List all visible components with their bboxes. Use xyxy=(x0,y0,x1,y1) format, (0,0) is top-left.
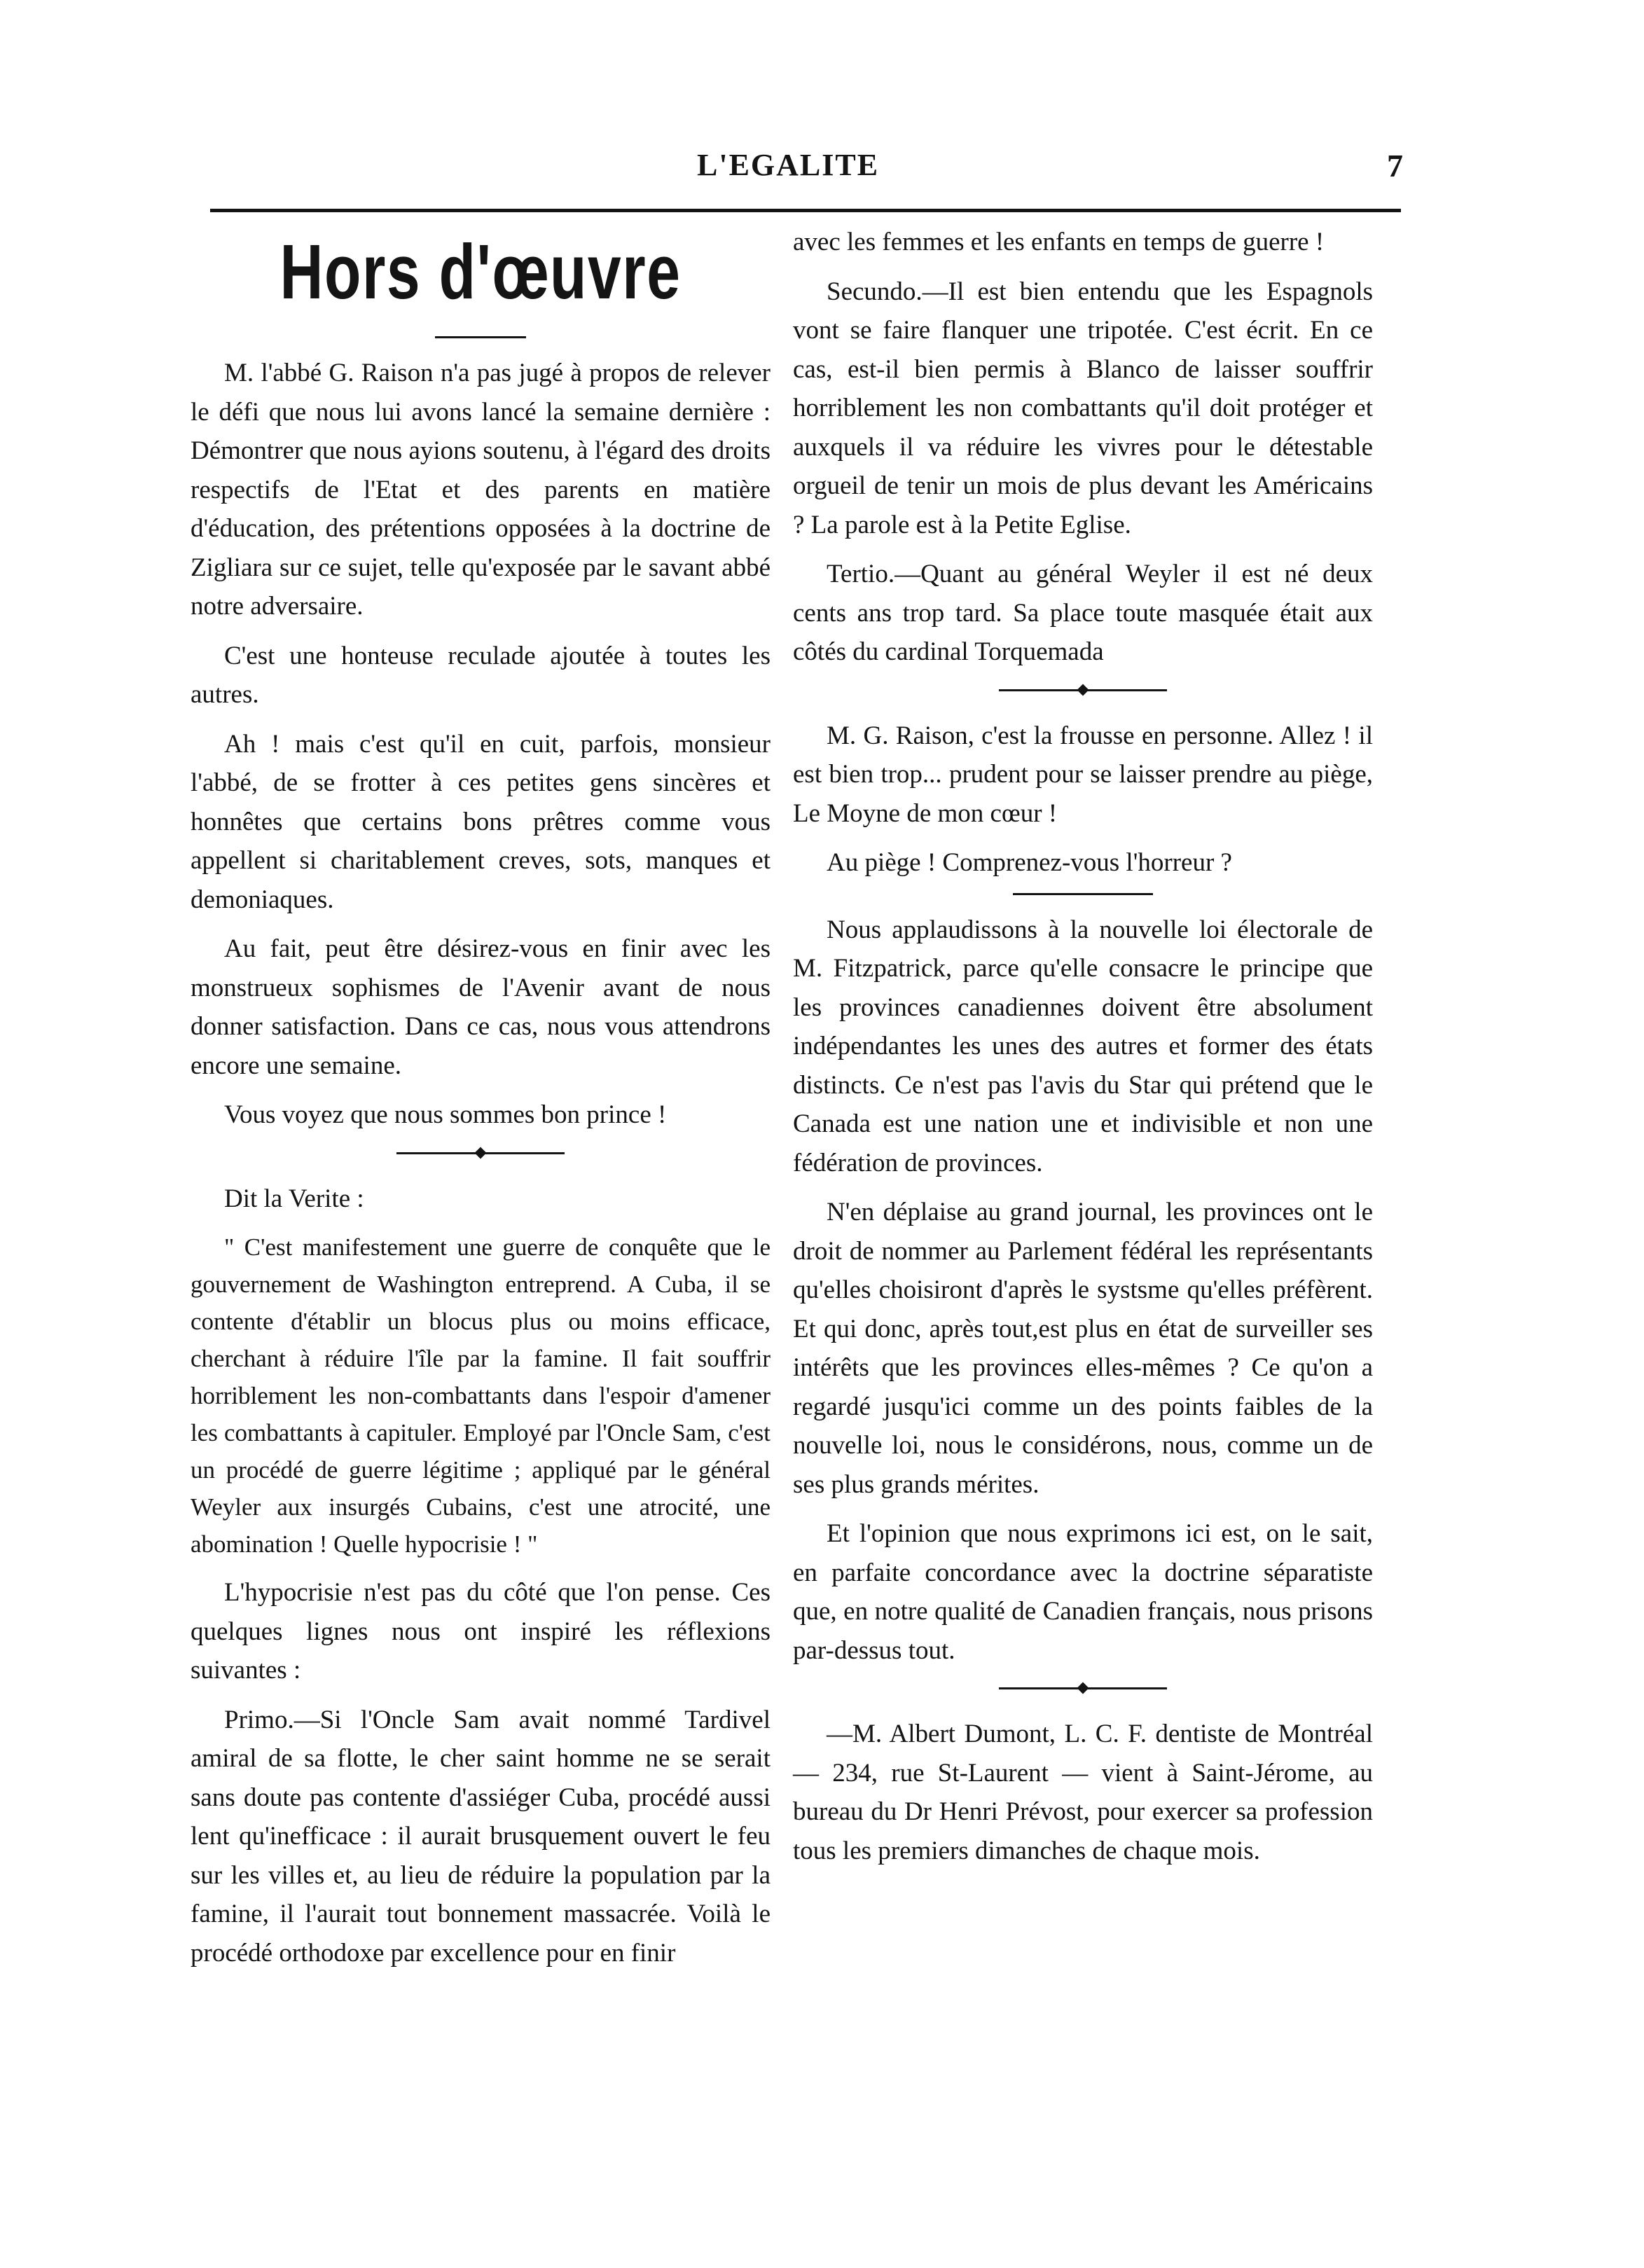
article-paragraph: C'est une honteuse reculade ajoutée à toutes les autres. xyxy=(191,641,771,709)
header-rule xyxy=(210,209,1401,212)
article-paragraph: Nous applaudissons à la nouvelle loi électorale de M. Fitzpatrick, parce qu'elle consacre le principe que les provinces canadiennes doivent être absolument indépendantes les unes des autres et former des états distincts. Ce n'est pas l'avis du Star qui prétend que le Canada est une nation une et indivisible et non une fédération de provinces. xyxy=(793,915,1373,1177)
quoted-passage: " C'est manifestement une guerre de conquête que le gouvernement de Washington entreprend. A Cuba, il se contente d'établir un blocus plus ou moins efficace, cherchant à réduire l'île par la famine. Il fait souffrir horriblement les non-combattants dans l'espoir d'amener les combattants à capituler. Employé par l'Oncle Sam, c'est un procédé de guerre légitime ; appliqué par le général Weyler aux insurgés Cubains, c'est une atrocité, une abomination ! Quelle hypocrisie ! " xyxy=(191,1233,771,1558)
section-headline: Hors d'œuvre xyxy=(279,229,682,315)
article-paragraph: Au piège ! Comprenez-vous l'horreur ? xyxy=(827,848,1232,877)
article-paragraph: N'en déplaise au grand journal, les provinces ont le droit de nommer au Parlement fédéral les représentants qu'elles choisiront d'après le systsme qu'elles préfèrent. Et qui donc, après tout,est plus en état de surveiller ses intérêts que les provinces elles-mêmes ? Ce qu'on a regardé jusqu'ici comme un des points faibles de la nouvelle loi, nous le considérons, nous, comme un de ses plus grands mérites. xyxy=(793,1198,1373,1499)
article-paragraph: M. G. Raison, c'est la frousse en personne. Allez ! il est bien trop... prudent pour se laisser prendre au piège, Le Moyne de mon cœur ! xyxy=(793,721,1373,828)
quote-intro: Dit la Verite : xyxy=(224,1184,364,1213)
article-paragraph: Vous voyez que nous sommes bon prince ! xyxy=(224,1100,667,1129)
article-paragraph: Ah ! mais c'est qu'il en cuit, parfois, monsieur l'abbé, de se frotter à ces petites gens sincères et honnêtes que certains bons prêtres comme vous appellent si charitablement creves, sots, manques et demoniaques. xyxy=(191,729,771,914)
notice-paragraph: —M. Albert Dumont, L. C. F. dentiste de Montréal — 234, rue St-Laurent — vient à Saint-Jérome, au bureau du Dr Henri Prévost, pour exercer sa profession tous les premiers dimanches de chaque mois. xyxy=(793,1720,1373,1865)
article-paragraph: L'hypocrisie n'est pas du côté que l'on pense. Ces quelques lignes nous ont inspiré les réflexions suivantes : xyxy=(191,1578,771,1685)
page-number: 7 xyxy=(1387,148,1403,184)
running-header-title: L'EGALITE xyxy=(697,148,880,182)
article-paragraph: Primo.—Si l'Oncle Sam avait nommé Tardivel amiral de sa flotte, le cher saint homme ne se serait sans doute pas contente d'assiéger Cuba, procédé aussi lent qu'inefficace : il aurait brusquement ouvert le feu sur les villes et, au lieu de réduire la population par la famine, il l'aurait tout bonnement massacrée. Voilà le procédé orthodoxe par excellence pour en finir xyxy=(191,1705,771,1968)
divider-rule xyxy=(435,336,526,338)
divider-rule xyxy=(1013,893,1153,895)
article-paragraph: Tertio.—Quant au général Weyler il est né deux cents ans trop tard. Sa place toute masquée était aux côtés du cardinal Torquemada xyxy=(793,560,1373,666)
ornamental-divider xyxy=(999,1682,1167,1694)
article-paragraph: Secundo.—Il est bien entendu que les Espagnols vont se faire flanquer une tripotée. C'est écrit. En ce cas, est-il bien permis à Blanco de laisser souffrir horriblement les non combattants qu'il doit protéger et auxquels il va réduire les vivres pour le détestable orgueil de tenir un mois de plus devant les Américains ? La parole est à la Petite Eglise. xyxy=(793,277,1373,539)
article-paragraph: Et l'opinion que nous exprimons ici est, on le sait, en parfaite concordance avec la doctrine séparatiste que, en notre qualité de Canadien français, nous prisons par-dessus tout. xyxy=(793,1519,1373,1665)
article-paragraph: avec les femmes et les enfants en temps de guerre ! xyxy=(793,228,1325,256)
ornamental-divider xyxy=(396,1147,565,1159)
ornamental-divider xyxy=(999,684,1167,696)
left-column xyxy=(191,223,771,1983)
article-paragraph: M. l'abbé G. Raison n'a pas jugé à propos de relever le défi que nous lui avons lancé la semaine dernière : Démontrer que nous ayions soutenu, à l'égard des droits respectifs de l'Etat et des parents en matière d'éducation, des prétentions opposées à la doctrine de Zigliara sur ce sujet, telle qu'exposée par le savant abbé notre adversaire. xyxy=(191,359,771,621)
article-paragraph: Au fait, peut être désirez-vous en finir avec les monstrueux sophismes de l'Avenir avant de nous donner satisfaction. Dans ce cas, nous vous attendrons encore une semaine. xyxy=(191,934,771,1080)
right-column xyxy=(793,223,1373,1881)
